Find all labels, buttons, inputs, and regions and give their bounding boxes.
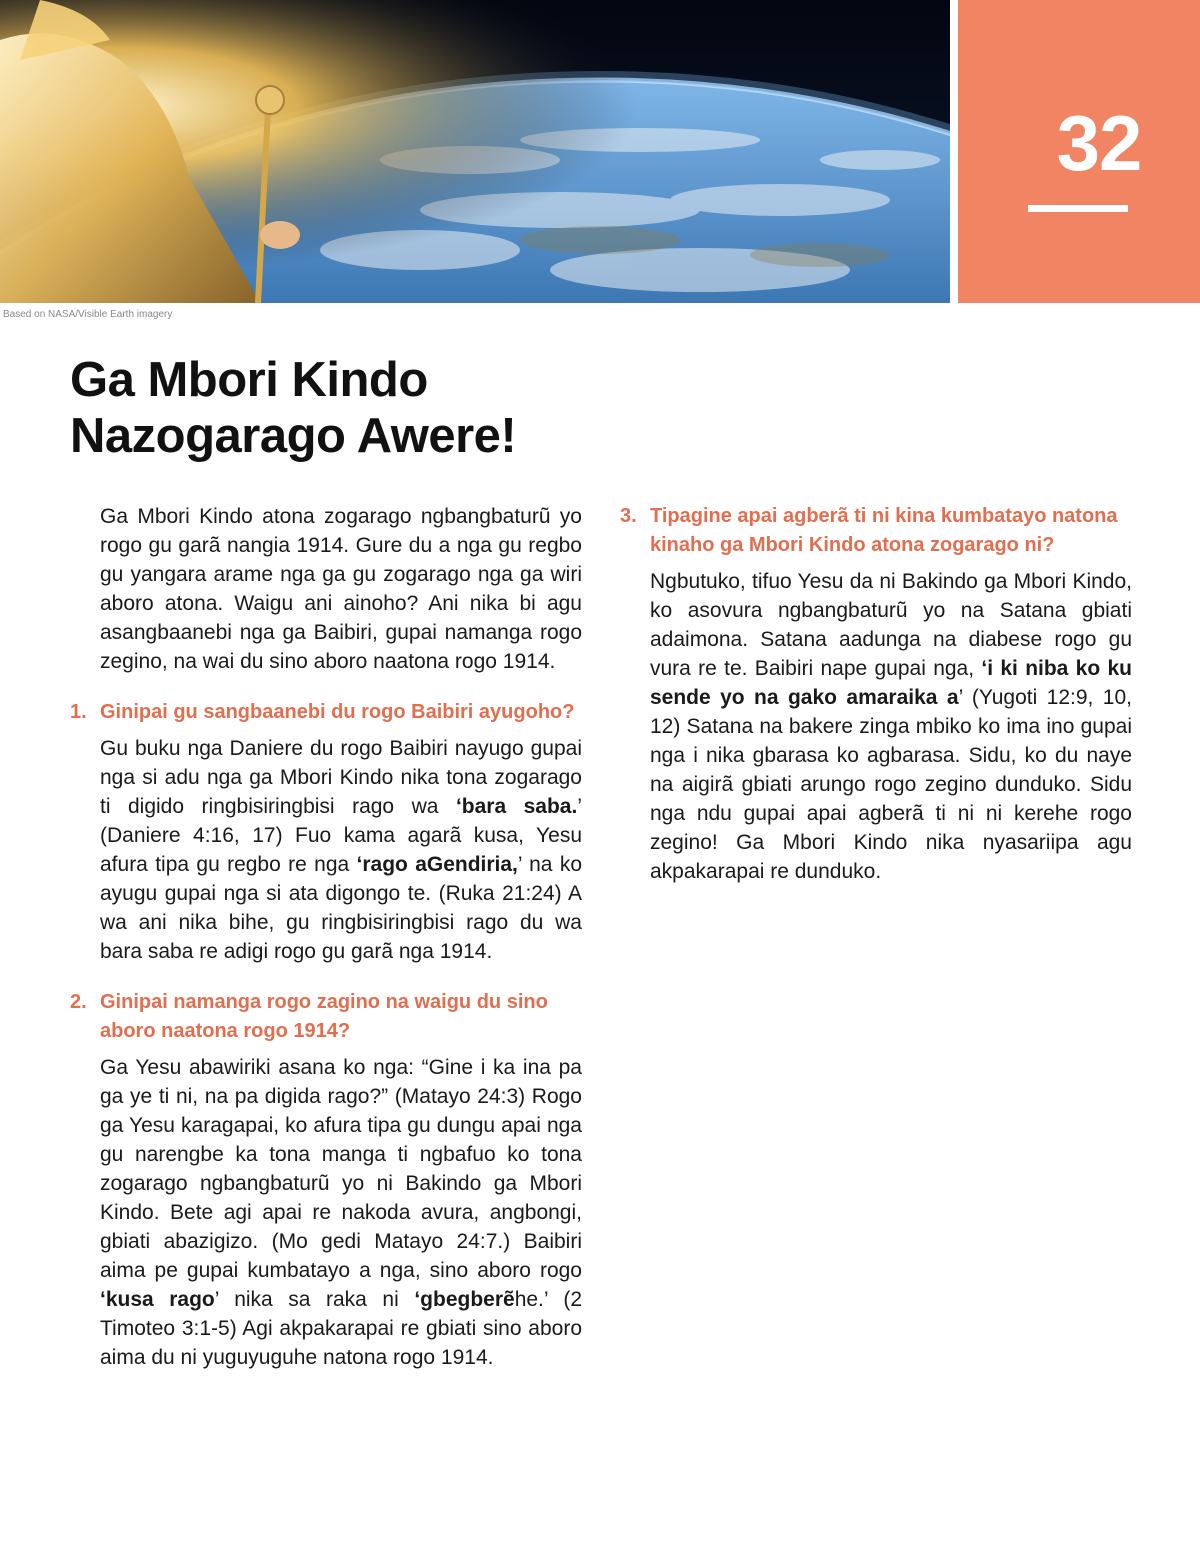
intro-paragraph: Ga Mbori Kindo atona zogarago ngbangbaturũ yo rogo gu garã nangia 1914. Gure du a nga gu regbo gu yangara arame nga ga gu zogarago nga ga wiri aboro atona. Waigu ani ainoho? Ani nika bi agu asangbaanebi nga ga Baibiri, gupai namanga rogo zegino, na wai du sino aboro naatona rogo 1914. (100, 505, 582, 673)
question-3-text: Tipagine apai agberã ti ni kina kumbatayo natona kinaho ga Mbori Kindo atona zogarago ni? (650, 505, 1118, 556)
right-column (620, 502, 1132, 886)
title-line-1: Ga Mbori Kindo (70, 353, 428, 407)
hero-image (0, 0, 950, 303)
question-1-number: 1. (70, 701, 87, 723)
q3-bold-a: ‘i ki niba ko ku sende yo na gako amaraika a (650, 657, 1133, 709)
question-2-text: Ginipai namanga rogo zagino na waigu du sino aboro naatona rogo 1914? (100, 991, 548, 1042)
q1-text-c: ’ na ko ayugu gupai nga si ata digongo te. (Ruka 21:24) A wa ani nika bihe, gu ringbisiringbisi rago du wa bara saba re adigi rogo gu garã nga 1914. (100, 853, 582, 963)
lesson-number-underline (1028, 205, 1128, 212)
q1-text-a: Gu buku nga Daniere du rogo Baibiri nayugo gupai nga si adu nga ga Mbori Kindo nika tona zogarago ti digido ringbisiringbisi rago wa (100, 737, 582, 818)
q1-bold-b: ‘rago aGendiria, (356, 853, 518, 876)
question-3-number: 3. (620, 505, 637, 527)
question-2-number: 2. (70, 991, 87, 1013)
q1-text-b: ’ (Daniere 4:16, 17) Fuo kama agarã kusa, Yesu afura tipa gu regbo re nga (100, 795, 582, 876)
q2-text-a: Ga Yesu abawiriki asana ko nga: “Gine i ka ina pa ga ye ti ni, na pa digida rago?” (Matayo 24:3) Rogo ga Yesu karagapai, ko afura tipa gu dungu apai nga gu narengbe ka tona manga ti ngbafuo ko tona zogarago ngbangbaturũ yo ni Bakindo ga Mbori Kindo. Bete agi apai re nakoda avura, angbongi, gbiati abazigizo. (Mo gedi Matayo 24:7.) Baibiri aima pe gupai kumbatayo a nga, sino aboro rogo (100, 1056, 582, 1282)
title-line-2: Nazogarago Awere! (70, 409, 517, 463)
q2-text-b: ’ nika sa raka ni (214, 1288, 415, 1311)
q2-bold-b: ‘gbegberẽ (414, 1288, 515, 1311)
lesson-number-box (958, 0, 1200, 303)
page-title (70, 352, 516, 464)
q3-text-a: Ngbutuko, tifuo Yesu da ni Bakindo ga Mbori Kindo, ko asovura ngbangbaturũ yo na Satana gbiati adaimona. Satana aadunga na diabese rogo gu vura re te. Baibiri nape gupai nga, (650, 570, 1132, 680)
image-credit: Based on NASA/Visible Earth imagery (3, 309, 173, 320)
q2-text-c: he.’ (2 Timoteo 3:1-5) Agi akpakarapai re gbiati sino aboro aima du ni yuguyuguhe natona rogo 1914. (100, 1288, 582, 1369)
left-column (70, 502, 582, 1372)
q2-bold-a: ‘kusa rago (100, 1288, 215, 1311)
question-3 (620, 502, 1132, 560)
earth-from-space-illustration (0, 0, 950, 303)
q1-bold-a: ‘bara saba. (455, 795, 578, 818)
q3-text-b: ’ (Yugoti 12:9, 10, 12) Satana na bakere zinga mbiko ko ima ino gupai nga i nika gbarasa ko agbarasa. Sidu, ko du naye na aigirã gbiati arungo rogo zegino dunduko. Sidu nga ndu gupai apai agberã ti ni ni kerehe rogo zegino! Ga Mbori Kindo nika nyasariipa agu akpakarapai re dunduko. (650, 686, 1132, 883)
lesson-number: 32 (1056, 99, 1142, 187)
question-2-paragraph (100, 1053, 582, 1372)
question-3-paragraph (650, 567, 1132, 886)
question-1 (70, 698, 582, 727)
question-1-paragraph (100, 734, 582, 966)
question-2 (70, 988, 582, 1046)
question-1-text: Ginipai gu sangbaanebi du rogo Baibiri ayugoho? (100, 701, 575, 723)
